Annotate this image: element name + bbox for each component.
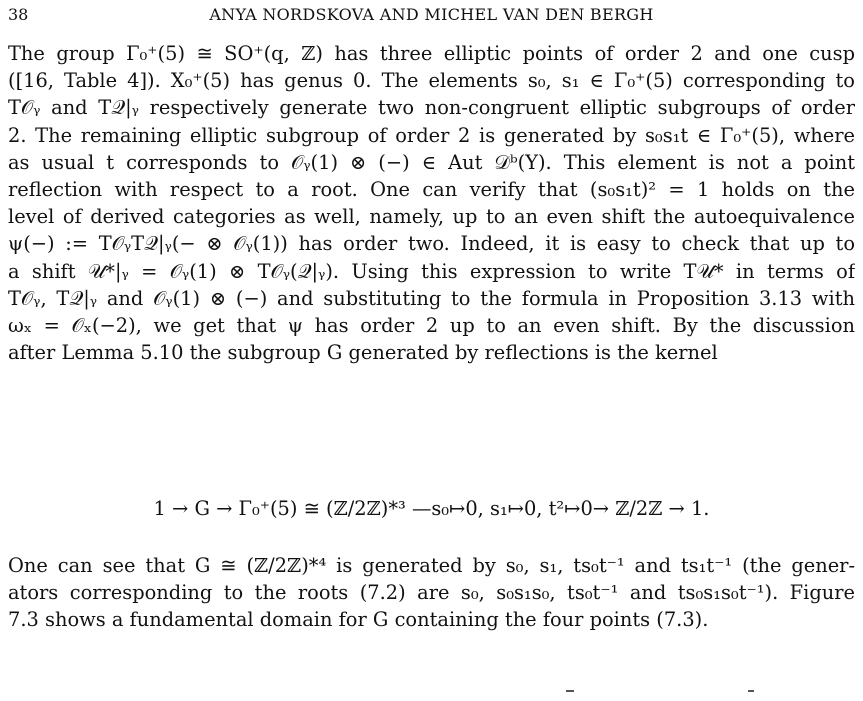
paragraph-line: as usual t corresponds to 𝒪ᵧ(1) ⊗ (−) ∈ Aut 𝒟ᵇ(Y). This element is not a point bbox=[8, 150, 855, 174]
paragraph-line: The group Γ₀⁺(5) ≅ SO⁺(q, ℤ) has three elliptic points of order 2 and one cusp bbox=[8, 42, 855, 65]
figure-fragment-mark bbox=[748, 690, 754, 692]
paragraph-line: T𝒪ᵧ and T𝒬|ᵧ respectively generate two non-congruent elliptic subgroups of order bbox=[8, 96, 855, 120]
paragraph-line: a shift 𝒰*|ᵧ = 𝒪ᵧ(1) ⊗ T𝒪ᵧ(𝒬|ᵧ). Using this expression to write T𝒰* in terms of bbox=[8, 259, 855, 283]
display-equation: 1 → G → Γ₀⁺(5) ≅ (ℤ/2ℤ)*³ —s₀↦0, s₁↦0, t²↦0→ ℤ/2ℤ → 1. bbox=[153, 497, 710, 520]
figure-fragment-mark bbox=[566, 690, 574, 692]
figure-top-edge bbox=[0, 690, 863, 701]
paragraph-line: ψ(−) := T𝒪ᵧT𝒬|ᵧ(− ⊗ 𝒪ᵧ(1)) has order two. Indeed, it is easy to check that up to bbox=[8, 232, 855, 256]
paragraph-line: ωₓ = 𝒪ₓ(−2), we get that ψ has order 2 up to an even shift. By the discussion bbox=[8, 313, 855, 337]
paragraph-line: level of derived categories as well, namely, up to an even shift the autoequivalence bbox=[8, 205, 855, 229]
page-header bbox=[8, 5, 855, 27]
paragraph-line: 7.3 shows a fundamental domain for G containing the four points (7.3). bbox=[8, 608, 709, 632]
page-number: 38 bbox=[8, 5, 29, 24]
paragraph-line: T𝒪ᵧ, T𝒬|ᵧ and 𝒪ᵧ(1) ⊗ (−) and substituting to the formula in Proposition 3.13 with bbox=[8, 286, 855, 310]
paragraph-line: after Lemma 5.10 the subgroup G generated by reflections is the kernel bbox=[8, 341, 718, 365]
paragraph-generators bbox=[8, 552, 855, 634]
paragraph-line: ators corresponding to the roots (7.2) are s₀, s₀s₁s₀, ts₀t⁻¹ and ts₀s₁s₀t⁻¹). Figure bbox=[8, 581, 855, 605]
paragraph-elliptic-points bbox=[8, 40, 855, 366]
paragraph-line: reflection with respect to a root. One can verify that (s₀s₁t)² = 1 holds on the bbox=[8, 177, 855, 201]
running-title: ANYA NORDSKOVA AND MICHEL VAN DEN BERGH bbox=[209, 5, 654, 24]
paragraph-line: 2. The remaining elliptic subgroup of order 2 is generated by s₀s₁t ∈ Γ₀⁺(5), where bbox=[8, 123, 855, 147]
paragraph-line: One can see that G ≅ (ℤ/2ℤ)*⁴ is generated by s₀, s₁, ts₀t⁻¹ and ts₁t⁻¹ (the gener- bbox=[8, 554, 855, 577]
paragraph-line: ([16, Table 4]). X₀⁺(5) has genus 0. The elements s₀, s₁ ∈ Γ₀⁺(5) corresponding to bbox=[8, 69, 855, 93]
